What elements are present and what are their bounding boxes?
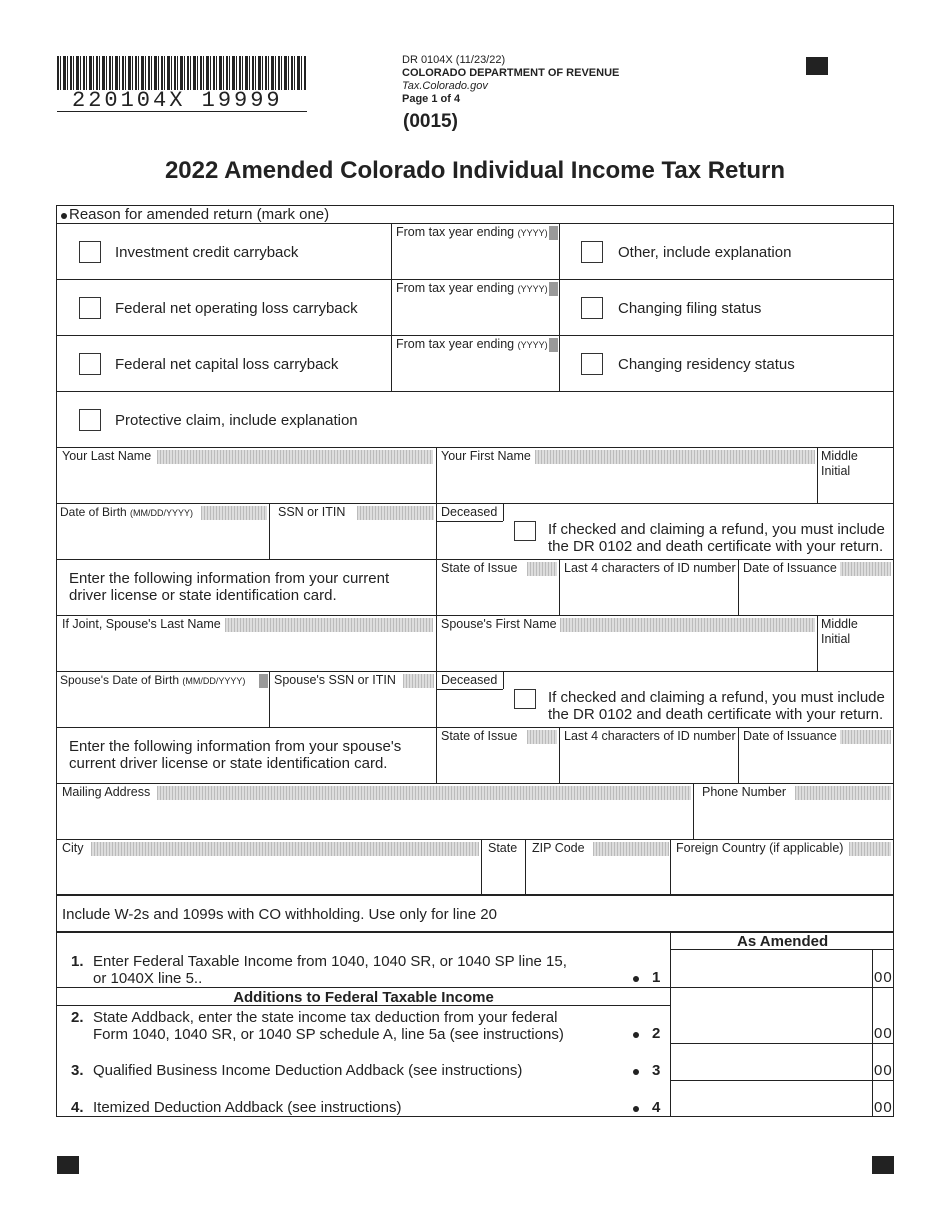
deceased-note: If checked and claiming a refund, you must include the DR 0102 and death certificate with your return. bbox=[548, 521, 885, 555]
option-residency-status: Changing residency status bbox=[618, 356, 795, 373]
spouse-dob-label: Spouse's Date of Birth (MM/DD/YYYY) bbox=[57, 673, 248, 689]
checkbox-deceased[interactable] bbox=[514, 521, 536, 541]
spouse-ssn-label: Spouse's SSN or ITIN bbox=[271, 673, 399, 688]
spouse-id-info-note: Enter the following information from your spouse's current driver license or state identification card. bbox=[69, 738, 402, 772]
checkbox-filing-status[interactable] bbox=[581, 297, 603, 319]
registration-mark bbox=[872, 1156, 894, 1174]
checkbox-protective-claim[interactable] bbox=[79, 409, 101, 431]
spouse-deceased-note: If checked and claiming a refund, you must include the DR 0102 and death certificate with your return. bbox=[548, 689, 885, 723]
reason-heading: Reason for amended return (mark one) bbox=[69, 206, 330, 223]
line-1-ref: 1 bbox=[652, 969, 661, 986]
bullet-icon bbox=[633, 1069, 639, 1075]
as-amended-header: As Amended bbox=[737, 933, 829, 950]
state-of-issue-label: State of Issue bbox=[438, 561, 520, 576]
line-1-text: Enter Federal Taxable Income from 1040, 1040 SR, or 1040 SP line 15, or 1040X line 5.. bbox=[93, 953, 567, 987]
line-3-cents: 00 bbox=[874, 1062, 893, 1079]
spouse-first-name-label: Spouse's First Name bbox=[438, 617, 560, 632]
additions-heading: Additions to Federal Taxable Income bbox=[233, 989, 494, 1006]
from-year-label-3: From tax year ending (YYYY) bbox=[393, 337, 551, 353]
page-number: Page 1 of 4 bbox=[402, 93, 461, 105]
option-other: Other, include explanation bbox=[618, 244, 792, 261]
option-filing-status: Changing filing status bbox=[618, 300, 762, 317]
department: COLORADO DEPARTMENT OF REVENUE bbox=[402, 67, 620, 79]
id-info-note: Enter the following information from your current driver license or state identification card. bbox=[69, 570, 390, 604]
option-protective-claim: Protective claim, include explanation bbox=[115, 412, 358, 429]
w2-note: Include W-2s and 1099s with CO withholding. Use only for line 20 bbox=[62, 906, 497, 923]
phone-label: Phone Number bbox=[699, 785, 789, 800]
spouse-last4-label: Last 4 characters of ID number bbox=[561, 729, 739, 744]
line-1-number: 1. bbox=[71, 953, 84, 970]
form-frame bbox=[56, 205, 894, 1117]
line-3-number: 3. bbox=[71, 1062, 84, 1079]
registration-mark bbox=[806, 57, 828, 75]
line-4-number: 4. bbox=[71, 1099, 84, 1116]
website: Tax.Colorado.gov bbox=[402, 80, 488, 92]
state-label: State bbox=[485, 841, 520, 856]
line-4-cents: 00 bbox=[874, 1099, 893, 1116]
bullet-icon bbox=[633, 1106, 639, 1112]
year-field-marker bbox=[549, 338, 558, 352]
option-net-capital-loss: Federal net capital loss carryback bbox=[115, 356, 339, 373]
spouse-middle-initial-label: Middle Initial bbox=[818, 617, 893, 647]
line-4-text: Itemized Deduction Addback (see instructions) bbox=[93, 1099, 402, 1116]
option-investment-credit: Investment credit carryback bbox=[115, 244, 299, 261]
dob-label: Date of Birth (MM/DD/YYYY) bbox=[57, 505, 196, 521]
year-field-marker bbox=[549, 226, 558, 240]
bullet-icon bbox=[633, 976, 639, 982]
bullet-icon bbox=[61, 213, 67, 219]
spouse-state-of-issue-label: State of Issue bbox=[438, 729, 520, 744]
last4-label: Last 4 characters of ID number bbox=[561, 561, 739, 576]
deceased-label: Deceased bbox=[438, 505, 500, 520]
line-2-ref: 2 bbox=[652, 1025, 661, 1042]
middle-initial-label: Middle Initial bbox=[818, 449, 893, 479]
line-3-ref: 3 bbox=[652, 1062, 661, 1079]
checkbox-net-operating-loss[interactable] bbox=[79, 297, 101, 319]
spouse-date-issuance-label: Date of Issuance bbox=[740, 729, 840, 744]
date-issuance-label: Date of Issuance bbox=[740, 561, 840, 576]
zip-label: ZIP Code bbox=[529, 841, 588, 856]
checkbox-residency-status[interactable] bbox=[581, 353, 603, 375]
ssn-label: SSN or ITIN bbox=[275, 505, 348, 520]
mailing-address-label: Mailing Address bbox=[59, 785, 153, 800]
foreign-country-label: Foreign Country (if applicable) bbox=[673, 841, 846, 856]
bullet-icon bbox=[633, 1032, 639, 1038]
line-1-cents: 00 bbox=[874, 969, 893, 986]
last-name-label: Your Last Name bbox=[59, 449, 154, 464]
option-net-operating-loss: Federal net operating loss carryback bbox=[115, 300, 358, 317]
form-code: (0015) bbox=[403, 111, 458, 132]
line-2-cents: 00 bbox=[874, 1025, 893, 1042]
barcode-number: 220104X 19999 bbox=[72, 88, 283, 113]
line-3-text: Qualified Business Income Deduction Addback (see instructions) bbox=[93, 1062, 523, 1079]
spouse-last-name-label: If Joint, Spouse's Last Name bbox=[59, 617, 224, 632]
line-2-number: 2. bbox=[71, 1009, 84, 1026]
barcode bbox=[57, 56, 307, 90]
checkbox-net-capital-loss[interactable] bbox=[79, 353, 101, 375]
line-2-text: State Addback, enter the state income tax deduction from your federal Form 1040, 1040 SR, or 1040 SP schedule A, line 5a (see instructions) bbox=[93, 1009, 564, 1043]
registration-mark bbox=[57, 1156, 79, 1174]
form-id: DR 0104X (11/23/22) bbox=[402, 54, 506, 66]
year-field-marker bbox=[549, 282, 558, 296]
line-4-ref: 4 bbox=[652, 1099, 661, 1116]
checkbox-spouse-deceased[interactable] bbox=[514, 689, 536, 709]
from-year-label-2: From tax year ending (YYYY) bbox=[393, 281, 551, 297]
city-label: City bbox=[59, 841, 87, 856]
from-year-label-1: From tax year ending (YYYY) bbox=[393, 225, 551, 241]
page-title: 2022 Amended Colorado Individual Income Tax Return bbox=[164, 157, 786, 184]
checkbox-other[interactable] bbox=[581, 241, 603, 263]
first-name-label: Your First Name bbox=[438, 449, 534, 464]
spouse-deceased-label: Deceased bbox=[438, 673, 500, 688]
barcode-underline bbox=[57, 111, 307, 112]
dob-field-marker bbox=[259, 674, 268, 688]
checkbox-investment-credit[interactable] bbox=[79, 241, 101, 263]
